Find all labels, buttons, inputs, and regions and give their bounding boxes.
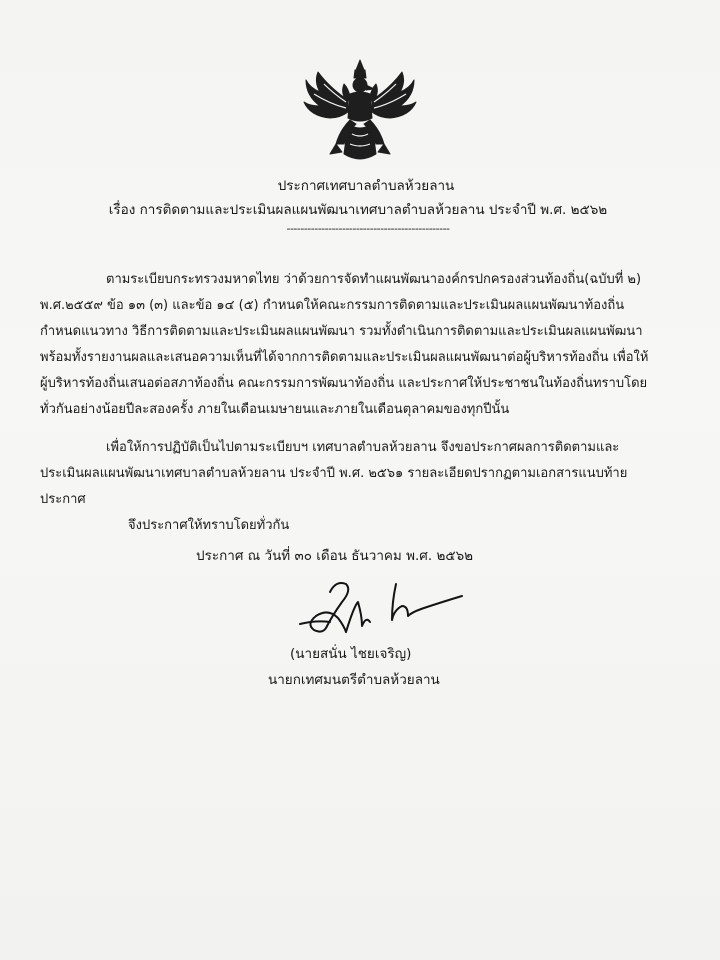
announcement-title: ประกาศเทศบาลตำบลห้วยลาน — [277, 178, 455, 194]
handwritten-signature-icon — [296, 576, 472, 642]
paragraph1-line: ตามระเบียบกระทรวงมหาดไทย ว่าด้วยการจัดทำแผนพัฒนาองค์กรปกครองส่วนท้องถิ่น(ฉบับที่ ๒) — [106, 272, 642, 287]
divider: ----------------------------------------------- — [286, 222, 450, 235]
paragraph2-line: ประกาศ — [40, 492, 86, 507]
paragraph1-line: พ.ศ.๒๕๕๙ ข้อ ๑๓ (๓) และข้อ ๑๔ (๕) กำหนดให้คณะกรรมการติดตามและประเมินผลแผนพัฒนาท้องถิ่น — [40, 298, 625, 313]
announcement-subject: เรื่อง การติดตามและประเมินผลแผนพัฒนาเทศบาลตำบลห้วยลาน ประจำปี พ.ศ. ๒๕๖๒ — [108, 202, 608, 218]
garuda-emblem-icon — [300, 58, 420, 170]
paragraph1-line: ผู้บริหารท้องถิ่นเสนอต่อสภาท้องถิ่น คณะกรรมการพัฒนาท้องถิ่น และประกาศให้ประชาชนในท้องถิ่นทราบโดย — [40, 376, 648, 391]
paragraph1-line: กำหนดแนวทาง วิธีการติดตามและประเมินผลแผนพัฒนา รวมทั้งดำเนินการติดตามและประเมินผลแผนพัฒนา — [40, 324, 643, 339]
signatory-position: นายกเทศมนตรีตำบลห้วยลาน — [268, 672, 440, 688]
closing-statement: จึงประกาศให้ทราบโดยทั่วกัน — [128, 518, 290, 533]
signatory-name: (นายสนั่น ไชยเจริญ) — [290, 646, 412, 662]
paragraph1-line: ทั่วกันอย่างน้อยปีละสองครั้ง ภายในเดือนเมษายนและภายในเดือนตุลาคมของทุกปีนั้น — [40, 402, 510, 417]
announcement-date: ประกาศ ณ วันที่ ๓๐ เดือน ธันวาคม พ.ศ. ๒๕๖๒ — [196, 548, 474, 564]
paragraph2-line: ประเมินผลแผนพัฒนาเทศบาลตำบลห้วยลาน ประจำปี พ.ศ. ๒๕๖๑ รายละเอียดปรากฏตามเอกสารแนบท้าย — [40, 466, 628, 481]
paragraph2-line: เพื่อให้การปฏิบัติเป็นไปตามระเบียบฯ เทศบาลตำบลห้วยลาน จึงขอประกาศผลการติดตามและ — [106, 440, 620, 455]
paragraph1-line: พร้อมทั้งรายงานผลและเสนอความเห็นที่ได้จากการติดตามและประเมินผลแผนพัฒนาต่อผู้บริหารท้องถิ่น เพื่อให้ — [40, 350, 649, 365]
